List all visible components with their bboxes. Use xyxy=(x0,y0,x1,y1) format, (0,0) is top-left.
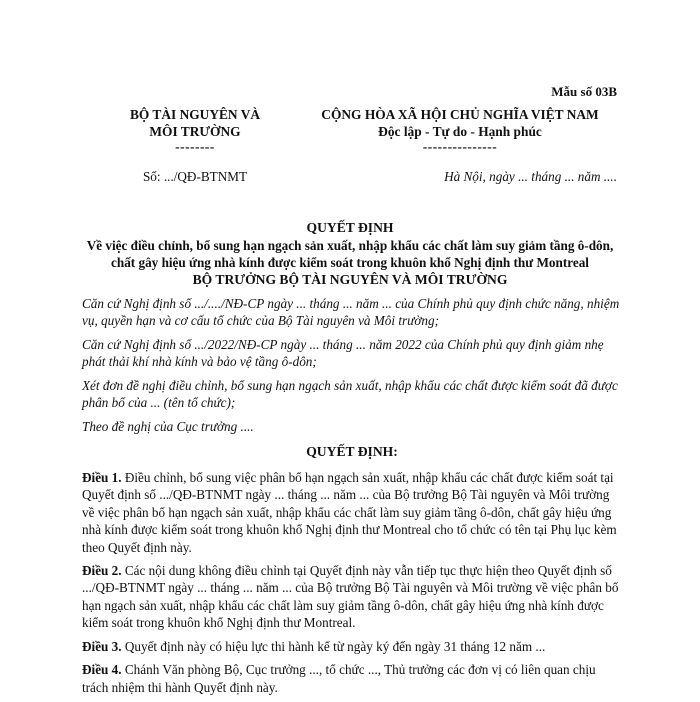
document-number: Số: .../QĐ-BTNMT xyxy=(142,169,248,184)
article-2-text: Các nội dung không điều chỉnh tại Quyết định này vẫn tiếp tục thực hiện theo Quyết định số .../QĐ-BTNMT ngày ... tháng ... năm ... của Bộ trưởng Bộ Tài nguyên và Môi trường về việc phân bổ hạn ngạch sản xuất, nhập khẩu các chất làm suy giảm tầng ô-dôn, chất gây hiệu ứng nhà kính được kiểm soát trong khuôn khổ Nghị định thư Montreal. xyxy=(82,563,619,631)
agency-separator: -------- xyxy=(175,139,215,155)
document-title xyxy=(82,219,618,271)
article-4-text: Chánh Văn phòng Bộ, Cục trưởng ..., tổ chức ..., Thủ trưởng các đơn vị có liên quan chịu trách nhiệm thi hành Quyết định này. xyxy=(82,662,596,695)
title-main: QUYẾT ĐỊNH xyxy=(306,220,394,235)
article-3-label: Điều 3. xyxy=(82,638,122,654)
legal-basis-3: Xét đơn đề nghị điều chỉnh, bổ sung hạn ngạch sản xuất, nhập khẩu các chất được kiểm soát đã được phân bổ của ... (tên tổ chức); xyxy=(82,377,618,411)
nation-separator: --------------- xyxy=(422,139,498,155)
issuing-agency xyxy=(95,106,295,155)
agency-name-line2: MÔI TRƯỜNG xyxy=(149,124,241,140)
place-and-date: Hà Nội, ngày ... tháng ... năm .... xyxy=(444,169,617,184)
article-4-label: Điều 4. xyxy=(82,662,122,678)
title-subject: Về việc điều chỉnh, bổ sung hạn ngạch sản xuất, nhập khẩu các chất làm suy giảm tầng ô-dôn, chất gây hiệu ứng nhà kính được kiểm soát trong khuôn khổ Nghị định thư Montreal xyxy=(86,237,614,270)
document-body xyxy=(82,295,622,702)
national-title xyxy=(300,106,620,155)
nation-name: CỘNG HÒA XÃ HỘI CHỦ NGHĨA VIỆT NAM xyxy=(321,107,599,122)
decision-heading: QUYẾT ĐỊNH: xyxy=(306,443,398,459)
legal-basis-4: Theo đề nghị của Cục trưởng .... xyxy=(82,418,254,434)
form-number: Mẫu số 03B xyxy=(551,84,617,99)
issuing-authority: BỘ TRƯỞNG BỘ TÀI NGUYÊN VÀ MÔI TRƯỜNG xyxy=(192,272,508,287)
legal-basis-1: Căn cứ Nghị định số .../..../NĐ-CP ngày ... tháng ... năm ... của Chính phủ quy định chức năng, nhiệm vụ, quyền hạn và cơ cấu tổ chức của Bộ Tài nguyên và Môi trường; xyxy=(82,296,620,329)
article-2 xyxy=(82,562,622,632)
article-3-text: Quyết định này có hiệu lực thi hành kể từ ngày ký đến ngày 31 tháng 12 năm ... xyxy=(121,638,546,654)
legal-basis-2: Căn cứ Nghị định số .../2022/NĐ-CP ngày ... tháng ... năm 2022 của Chính phủ quy định giảm nhẹ phát thải khí nhà kính và bảo vệ tầng ô-dôn; xyxy=(82,336,604,370)
national-motto: Độc lập - Tự do - Hạnh phúc xyxy=(378,124,542,140)
article-2-label: Điều 2. xyxy=(82,563,122,578)
article-4 xyxy=(82,661,622,696)
article-3 xyxy=(82,638,622,655)
article-1-label: Điều 1. xyxy=(82,469,122,485)
article-1 xyxy=(82,469,622,556)
agency-name-line1: BỘ TÀI NGUYÊN VÀ xyxy=(129,107,261,122)
article-1-text: Điều chỉnh, bổ sung việc phân bổ hạn ngạch sản xuất, nhập khẩu các chất được kiểm soát tại Quyết định số .../QĐ-BTNMT ngày ... tháng ... năm ... của Bộ trưởng Bộ Tài nguyên và Môi trường về việc phân bổ hạn ngạch sản xuất, nhập khẩu các chất làm suy giảm tầng ô-dôn, chất gây hiệu ứng nhà kính được kiểm soát trong khuôn khổ Nghị định thư Montreal cho tổ chức có tên tại Phụ lục kèm theo Quyết định này. xyxy=(82,469,617,555)
